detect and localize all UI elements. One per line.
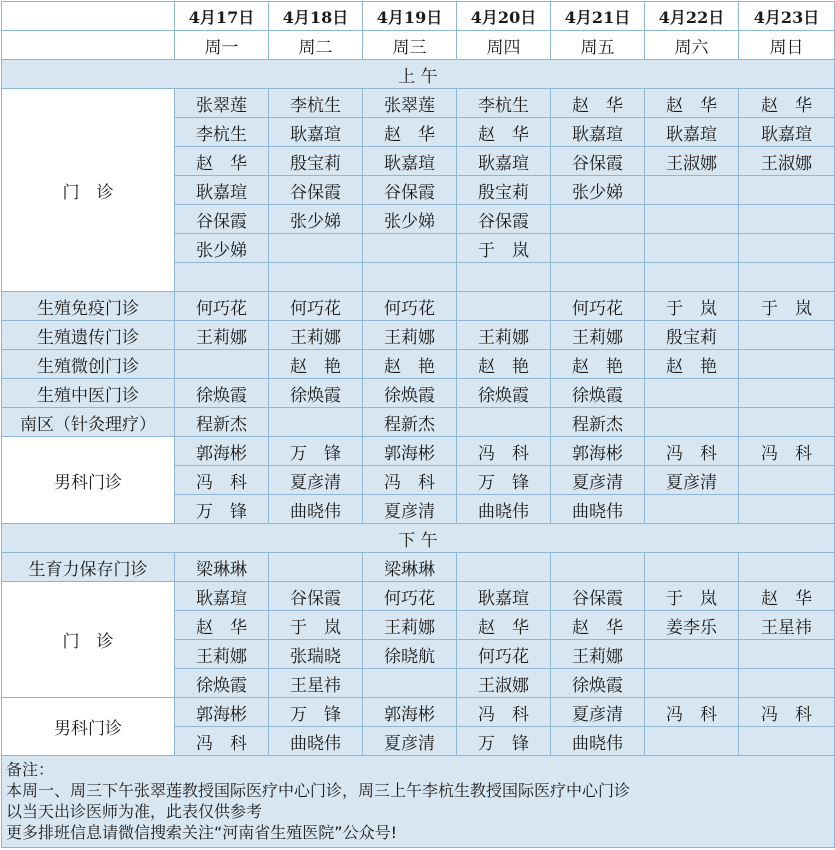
schedule-row	[2, 437, 835, 466]
doctor-cell: 王莉娜	[175, 321, 269, 350]
doctor-cell: 赵 华	[551, 611, 645, 640]
doctor-cell: 王淑娜	[457, 669, 551, 698]
doctor-cell: 赵 艳	[363, 350, 457, 379]
doctor-cell	[175, 263, 269, 292]
doctor-cell: 徐焕霞	[175, 379, 269, 408]
schedule-row	[2, 321, 835, 350]
department-label: 男科门诊	[2, 698, 175, 756]
doctor-cell	[739, 263, 835, 292]
doctor-cell: 王莉娜	[551, 321, 645, 350]
department-label: 生殖免疫门诊	[2, 292, 175, 321]
doctor-cell: 耿嘉瑄	[269, 118, 363, 147]
doctor-cell	[551, 234, 645, 263]
doctor-cell: 万 锋	[269, 698, 363, 727]
weekday-header-cell: 周四	[457, 31, 551, 60]
doctor-cell: 于 岚	[457, 234, 551, 263]
doctor-cell: 谷保霞	[269, 176, 363, 205]
doctor-cell: 梁琳琳	[363, 553, 457, 582]
date-header-row	[2, 2, 835, 31]
doctor-cell	[645, 669, 739, 698]
doctor-cell: 耿嘉瑄	[551, 118, 645, 147]
schedule-row	[2, 292, 835, 321]
doctor-cell	[645, 553, 739, 582]
doctor-cell: 耿嘉瑄	[457, 147, 551, 176]
doctor-cell: 何巧花	[269, 292, 363, 321]
doctor-cell: 夏彦清	[269, 466, 363, 495]
doctor-cell	[551, 553, 645, 582]
doctor-cell: 殷宝莉	[269, 147, 363, 176]
weekday-header-cell: 周五	[551, 31, 645, 60]
doctor-cell: 于 岚	[645, 292, 739, 321]
doctor-cell: 冯 科	[457, 437, 551, 466]
doctor-cell: 谷保霞	[269, 582, 363, 611]
department-label: 南区（针灸理疗）	[2, 408, 175, 437]
doctor-cell: 夏彦清	[363, 727, 457, 756]
notes-cell	[2, 756, 835, 848]
doctor-cell: 耿嘉瑄	[175, 176, 269, 205]
schedule-row	[2, 553, 835, 582]
doctor-cell: 万 锋	[457, 727, 551, 756]
schedule-row	[2, 698, 835, 727]
department-label: 生育力保存门诊	[2, 553, 175, 582]
doctor-cell: 耿嘉瑄	[457, 582, 551, 611]
doctor-cell	[363, 234, 457, 263]
doctor-cell: 徐焕霞	[175, 669, 269, 698]
schedule-row	[2, 582, 835, 611]
doctor-cell: 万 锋	[457, 466, 551, 495]
doctor-cell	[645, 727, 739, 756]
doctor-cell: 冯 科	[739, 698, 835, 727]
doctor-cell: 王莉娜	[175, 640, 269, 669]
doctor-cell: 曲晓伟	[551, 727, 645, 756]
morning-section-header-row	[2, 60, 835, 89]
doctor-cell: 赵 艳	[457, 350, 551, 379]
doctor-cell: 李杭生	[457, 89, 551, 118]
doctor-cell	[739, 379, 835, 408]
weekday-header-cell: 周一	[175, 31, 269, 60]
weekday-header-cell: 周二	[269, 31, 363, 60]
doctor-cell: 耿嘉瑄	[645, 118, 739, 147]
doctor-cell: 郭海彬	[551, 437, 645, 466]
doctor-cell: 张少娣	[269, 205, 363, 234]
doctor-cell	[645, 263, 739, 292]
doctor-cell: 王莉娜	[269, 321, 363, 350]
doctor-cell: 曲晓伟	[551, 495, 645, 524]
doctor-cell: 何巧花	[551, 292, 645, 321]
weekday-header-cell: 周日	[739, 31, 835, 60]
doctor-cell: 耿嘉瑄	[739, 118, 835, 147]
weekday-header-row	[2, 31, 835, 60]
notes-line: 以当天出诊医师为准，此表仅供参考	[6, 802, 263, 821]
doctor-cell: 王淑娜	[739, 147, 835, 176]
doctor-cell: 徐焕霞	[551, 669, 645, 698]
doctor-cell	[457, 263, 551, 292]
doctor-cell: 王莉娜	[551, 640, 645, 669]
doctor-cell: 冯 科	[645, 437, 739, 466]
doctor-cell: 李杭生	[269, 89, 363, 118]
schedule-row	[2, 408, 835, 437]
doctor-cell: 冯 科	[363, 466, 457, 495]
doctor-cell: 郭海彬	[175, 698, 269, 727]
doctor-cell: 梁琳琳	[175, 553, 269, 582]
doctor-cell: 徐焕霞	[363, 379, 457, 408]
schedule-table	[1, 1, 835, 848]
doctor-cell: 王星祎	[269, 669, 363, 698]
doctor-cell	[739, 176, 835, 205]
doctor-cell: 于 岚	[269, 611, 363, 640]
doctor-cell: 王星祎	[739, 611, 835, 640]
doctor-cell: 赵 艳	[551, 350, 645, 379]
doctor-cell: 张少娣	[551, 176, 645, 205]
doctor-cell	[739, 553, 835, 582]
doctor-cell: 程新杰	[551, 408, 645, 437]
doctor-cell	[739, 669, 835, 698]
doctor-cell: 何巧花	[363, 582, 457, 611]
doctor-cell: 郭海彬	[175, 437, 269, 466]
doctor-cell: 谷保霞	[363, 176, 457, 205]
doctor-cell: 郭海彬	[363, 437, 457, 466]
notes-title: 备注：	[6, 760, 55, 779]
doctor-cell	[363, 263, 457, 292]
date-header-cell: 4月20日	[457, 2, 551, 31]
doctor-cell: 冯 科	[739, 437, 835, 466]
doctor-cell: 谷保霞	[457, 205, 551, 234]
doctor-cell: 夏彦清	[645, 466, 739, 495]
doctor-cell: 赵 华	[645, 89, 739, 118]
doctor-cell	[645, 379, 739, 408]
morning-section-header: 上 午	[2, 60, 835, 89]
doctor-cell: 冯 科	[457, 698, 551, 727]
doctor-cell: 谷保霞	[175, 205, 269, 234]
doctor-cell	[739, 408, 835, 437]
doctor-cell	[739, 321, 835, 350]
doctor-cell	[269, 553, 363, 582]
doctor-cell: 冯 科	[175, 466, 269, 495]
date-header-cell: 4月18日	[269, 2, 363, 31]
doctor-cell: 郭海彬	[363, 698, 457, 727]
department-label: 生殖遗传门诊	[2, 321, 175, 350]
corner-cell	[2, 31, 175, 60]
doctor-cell	[645, 495, 739, 524]
doctor-cell: 徐焕霞	[269, 379, 363, 408]
notes-line: 更多排班信息请微信搜索关注“河南省生殖医院”公众号!	[6, 823, 397, 842]
doctor-cell: 殷宝莉	[457, 176, 551, 205]
doctor-cell: 冯 科	[175, 727, 269, 756]
doctor-cell	[457, 408, 551, 437]
doctor-cell	[645, 640, 739, 669]
doctor-cell	[457, 292, 551, 321]
weekday-header-cell: 周三	[363, 31, 457, 60]
doctor-cell: 徐晓航	[363, 640, 457, 669]
date-header-cell: 4月22日	[645, 2, 739, 31]
notes-line: 本周一、周三下午张翠莲教授国际医疗中心门诊，周三上午李杭生教授国际医疗中心门诊	[6, 781, 631, 800]
schedule-body	[2, 2, 835, 848]
doctor-cell: 赵 艳	[645, 350, 739, 379]
doctor-cell: 赵 华	[551, 89, 645, 118]
doctor-cell	[457, 553, 551, 582]
doctor-cell	[739, 640, 835, 669]
date-header-cell: 4月21日	[551, 2, 645, 31]
doctor-cell	[739, 205, 835, 234]
doctor-cell	[269, 263, 363, 292]
doctor-cell	[739, 466, 835, 495]
department-label: 生殖微创门诊	[2, 350, 175, 379]
doctor-cell	[551, 263, 645, 292]
doctor-cell: 夏彦清	[363, 495, 457, 524]
doctor-cell: 夏彦清	[551, 466, 645, 495]
doctor-cell: 王莉娜	[363, 611, 457, 640]
doctor-cell: 于 岚	[645, 582, 739, 611]
doctor-cell: 耿嘉瑄	[363, 147, 457, 176]
schedule-row	[2, 379, 835, 408]
date-header-cell: 4月17日	[175, 2, 269, 31]
doctor-cell: 张少娣	[363, 205, 457, 234]
doctor-cell: 张少娣	[175, 234, 269, 263]
doctor-cell: 谷保霞	[551, 147, 645, 176]
doctor-cell: 曲晓伟	[269, 495, 363, 524]
doctor-cell: 徐焕霞	[551, 379, 645, 408]
doctor-cell: 赵 华	[363, 118, 457, 147]
doctor-cell: 冯 科	[645, 698, 739, 727]
doctor-cell: 谷保霞	[551, 582, 645, 611]
doctor-cell: 王莉娜	[457, 321, 551, 350]
doctor-cell	[175, 350, 269, 379]
notes-row	[2, 756, 835, 848]
doctor-cell	[645, 205, 739, 234]
afternoon-section-header-row	[2, 524, 835, 553]
date-header-cell: 4月23日	[739, 2, 835, 31]
doctor-cell: 张翠莲	[175, 89, 269, 118]
doctor-cell	[739, 350, 835, 379]
doctor-cell: 何巧花	[457, 640, 551, 669]
doctor-cell: 张翠莲	[363, 89, 457, 118]
department-label: 门 诊	[2, 89, 175, 292]
doctor-cell	[551, 205, 645, 234]
doctor-cell: 王淑娜	[645, 147, 739, 176]
doctor-cell: 万 锋	[269, 437, 363, 466]
doctor-cell: 赵 华	[739, 582, 835, 611]
weekday-header-cell: 周六	[645, 31, 739, 60]
corner-cell	[2, 2, 175, 31]
doctor-cell: 赵 华	[175, 611, 269, 640]
doctor-cell: 赵 华	[457, 118, 551, 147]
schedule-row	[2, 350, 835, 379]
doctor-cell	[645, 408, 739, 437]
doctor-cell: 殷宝莉	[645, 321, 739, 350]
department-label: 生殖中医门诊	[2, 379, 175, 408]
doctor-cell: 徐焕霞	[457, 379, 551, 408]
schedule-row	[2, 89, 835, 118]
doctor-cell	[645, 176, 739, 205]
doctor-cell	[363, 669, 457, 698]
doctor-cell: 万 锋	[175, 495, 269, 524]
doctor-cell: 李杭生	[175, 118, 269, 147]
doctor-cell	[739, 727, 835, 756]
doctor-cell	[739, 234, 835, 263]
doctor-cell: 姜李乐	[645, 611, 739, 640]
doctor-cell: 夏彦清	[551, 698, 645, 727]
doctor-cell: 于 岚	[739, 292, 835, 321]
doctor-cell: 程新杰	[175, 408, 269, 437]
date-header-cell: 4月19日	[363, 2, 457, 31]
doctor-cell: 何巧花	[363, 292, 457, 321]
afternoon-section-header: 下 午	[2, 524, 835, 553]
doctor-cell: 曲晓伟	[269, 727, 363, 756]
doctor-cell: 赵 华	[175, 147, 269, 176]
doctor-cell	[645, 234, 739, 263]
doctor-cell: 耿嘉瑄	[175, 582, 269, 611]
doctor-cell: 赵 华	[457, 611, 551, 640]
doctor-cell: 曲晓伟	[457, 495, 551, 524]
doctor-cell: 王莉娜	[363, 321, 457, 350]
doctor-cell: 张瑞晓	[269, 640, 363, 669]
department-label: 门 诊	[2, 582, 175, 698]
department-label: 男科门诊	[2, 437, 175, 524]
doctor-cell: 程新杰	[363, 408, 457, 437]
doctor-cell: 何巧花	[175, 292, 269, 321]
doctor-cell	[269, 408, 363, 437]
doctor-cell	[269, 234, 363, 263]
doctor-cell	[739, 495, 835, 524]
doctor-cell: 赵 华	[739, 89, 835, 118]
doctor-cell: 赵 艳	[269, 350, 363, 379]
